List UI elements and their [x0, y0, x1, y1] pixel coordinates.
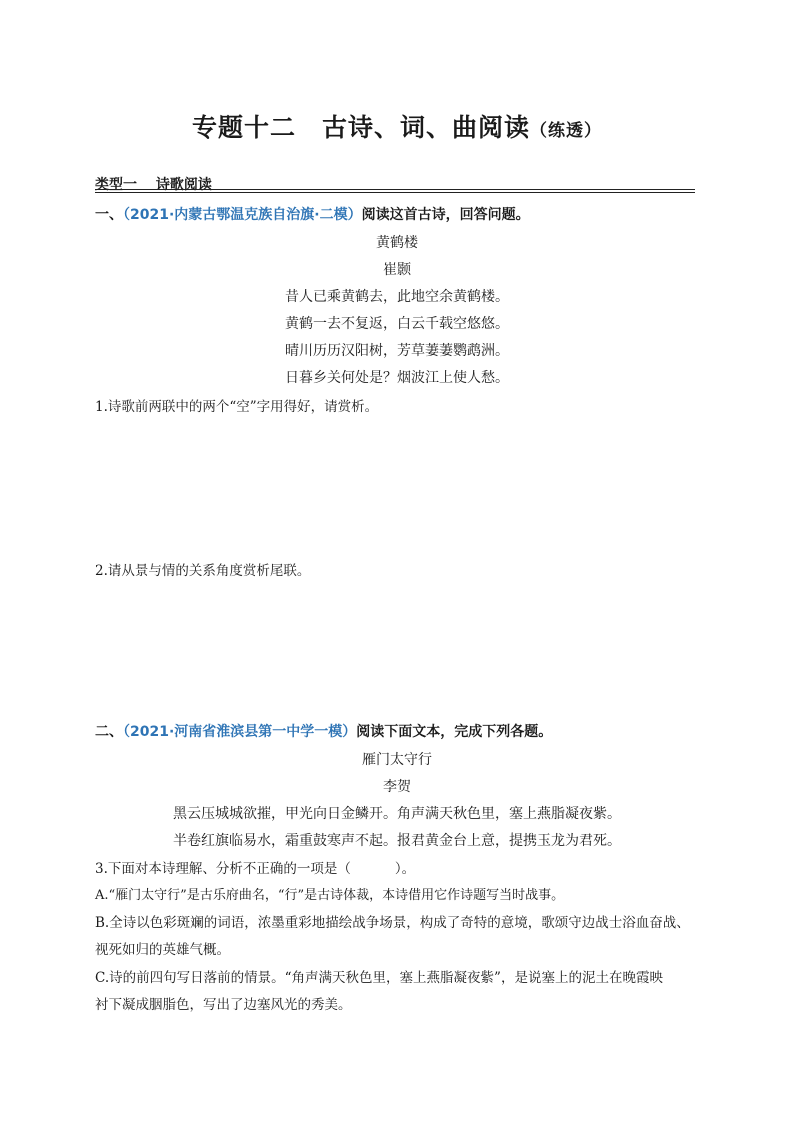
poem-2-line: 半卷红旗临易水，霜重鼓寒声不起。报君黄金台上意，提携玉龙为君死。 — [173, 833, 621, 849]
option-a: A.“雁门太守行”是古乐府曲名，“行”是古诗体裁，本诗借用它作诗题写当时战事。 — [95, 888, 565, 903]
subquestion-3-end: ）。 — [394, 861, 416, 877]
question-2-heading — [95, 721, 552, 741]
option-b-line-2: 视死如归的英雄气概。 — [95, 942, 230, 958]
question-2-number: 二、 — [95, 724, 123, 740]
poem-1-title: 黄鹤楼 — [376, 235, 418, 251]
poem-2-author: 李贺 — [383, 779, 411, 795]
page-title-main: 专题十二 古诗、词、曲阅读 — [191, 113, 530, 142]
page-title-sub: （练透） — [530, 121, 602, 141]
option-c-line-2: 衬下凝成胭脂色，写出了边塞风光的秀美。 — [95, 997, 352, 1013]
subquestion-2: 2.请从景与情的关系角度赏析尾联。 — [95, 563, 311, 579]
question-2-instruction: 阅读下面文本，完成下列各题。 — [356, 724, 553, 740]
poem-1-line: 日暮乡关何处是？烟波江上使人愁。 — [285, 370, 509, 386]
section-heading: 类型一 诗歌阅读 — [95, 177, 212, 193]
subquestion-3 — [95, 857, 415, 877]
section-divider — [95, 189, 695, 190]
page-title — [0, 108, 794, 144]
poem-1-author: 崔颢 — [383, 262, 411, 278]
poem-2-title: 雁门太守行 — [362, 752, 432, 768]
question-1-number: 一、 — [95, 207, 123, 223]
question-1-heading — [95, 204, 530, 224]
poem-1-line: 晴川历历汉阳树，芳草萋萋鹦鹉洲。 — [285, 343, 509, 359]
option-c-line-1: C.诗的前四句写日落前的情景。“角声满天秋色里，塞上燕脂凝夜紫”，是说塞上的泥土在晚霞映 — [95, 970, 663, 986]
option-b-line-1: B.全诗以色彩斑斓的词语，浓墨重彩地描绘战争场景，构成了奇特的意境，歌颂守边战士浴血奋战、 — [95, 915, 690, 931]
question-1-instruction: 阅读这首古诗，回答问题。 — [361, 207, 530, 223]
subquestion-1: 1.诗歌前两联中的两个“空”字用得好，请赏析。 — [95, 399, 379, 415]
question-1-source: （2021·内蒙古鄂温克族自治旗·二模） — [123, 207, 362, 223]
poem-1-line: 黄鹤一去不复返，白云千载空悠悠。 — [285, 316, 509, 332]
poem-2-line: 黑云压城城欲摧，甲光向日金鳞开。角声满天秋色里，塞上燕脂凝夜紫。 — [173, 806, 621, 822]
subquestion-3-text: 3.下面对本诗理解、分析不正确的一项是（ — [95, 861, 351, 877]
poem-1-line: 昔人已乘黄鹤去，此地空余黄鹤楼。 — [285, 289, 509, 305]
section-divider-thin — [95, 192, 695, 193]
question-2-source: （2021·河南省淮滨县第一中学一模） — [123, 724, 357, 740]
